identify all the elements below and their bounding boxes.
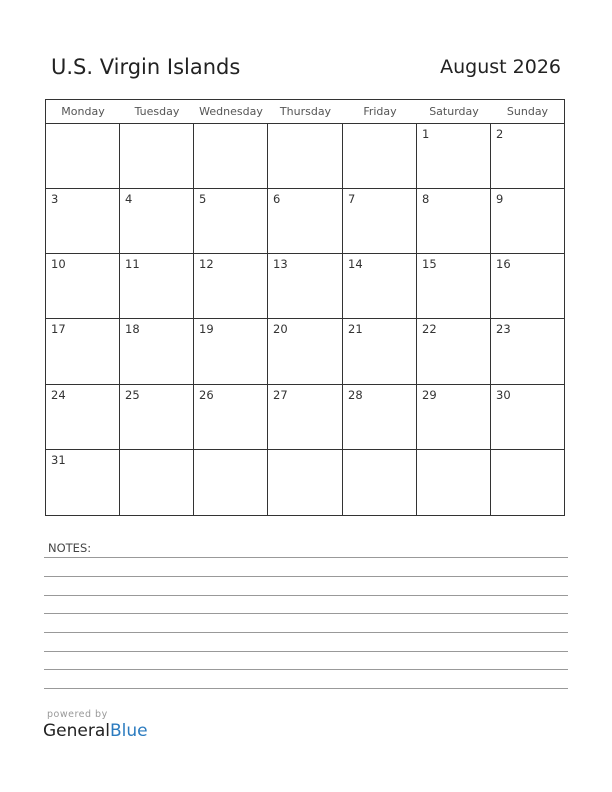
weekday-header: Thursday (279, 105, 332, 118)
day-cell (46, 124, 120, 189)
brand-blue: Blue (110, 721, 148, 741)
day-cell (491, 450, 564, 515)
day-cell (343, 124, 417, 189)
weekday-header-row (46, 100, 564, 124)
day-number: 7 (348, 192, 356, 206)
day-number: 27 (273, 388, 288, 402)
day-cell (120, 124, 194, 189)
day-cell (194, 319, 268, 385)
day-number: 11 (125, 257, 140, 271)
notes-line (44, 557, 568, 558)
day-cell (46, 450, 120, 515)
day-cell (120, 189, 194, 254)
day-number: 17 (51, 322, 66, 336)
day-number: 5 (199, 192, 207, 206)
day-cell (417, 124, 491, 189)
day-cell (491, 189, 564, 254)
weekday-header: Tuesday (134, 105, 180, 118)
day-number: 10 (51, 257, 66, 271)
day-number: 3 (51, 192, 59, 206)
day-number: 25 (125, 388, 140, 402)
month-year-title: August 2026 (440, 56, 561, 78)
day-cell (343, 385, 417, 450)
generalblue-logo (43, 721, 148, 741)
day-number: 4 (125, 192, 133, 206)
day-cell (194, 124, 268, 189)
notes-line (44, 613, 568, 614)
day-cell (268, 450, 343, 515)
day-number: 9 (496, 192, 504, 206)
day-number: 18 (125, 322, 140, 336)
day-cell (268, 189, 343, 254)
day-cell (120, 450, 194, 515)
day-cell (343, 189, 417, 254)
weekday-header: Monday (61, 105, 105, 118)
day-number: 21 (348, 322, 363, 336)
day-cell (194, 254, 268, 319)
weekday-header: Friday (363, 105, 397, 118)
day-cell (46, 189, 120, 254)
day-cell (268, 254, 343, 319)
day-cell (491, 385, 564, 450)
day-cell (343, 319, 417, 385)
day-cell (194, 450, 268, 515)
day-number: 31 (51, 453, 66, 467)
day-number: 8 (422, 192, 430, 206)
weekday-header: Sunday (506, 105, 549, 118)
day-cell (46, 319, 120, 385)
day-cell (491, 319, 564, 385)
notes-line (44, 632, 568, 633)
day-cell (46, 254, 120, 319)
day-cell (417, 450, 491, 515)
weekday-header: Wednesday (199, 105, 263, 118)
day-number: 6 (273, 192, 281, 206)
day-cell (194, 385, 268, 450)
day-number: 1 (422, 127, 430, 141)
day-number: 28 (348, 388, 363, 402)
day-number: 16 (496, 257, 511, 271)
day-number: 29 (422, 388, 437, 402)
day-cell (268, 124, 343, 189)
notes-line (44, 595, 568, 596)
day-cell (120, 254, 194, 319)
powered-by-text: powered by (47, 709, 108, 720)
day-number: 14 (348, 257, 363, 271)
day-number: 26 (199, 388, 214, 402)
calendar-grid (45, 99, 565, 516)
day-cell (417, 319, 491, 385)
brand-general: General (43, 721, 110, 741)
day-number: 22 (422, 322, 437, 336)
day-number: 15 (422, 257, 437, 271)
day-number: 20 (273, 322, 288, 336)
day-cell (268, 319, 343, 385)
day-number: 13 (273, 257, 288, 271)
notes-line (44, 688, 568, 689)
day-cell (491, 124, 564, 189)
day-cell (491, 254, 564, 319)
day-cell (268, 385, 343, 450)
day-cell (417, 254, 491, 319)
region-title: U.S. Virgin Islands (51, 55, 241, 79)
day-cell (417, 189, 491, 254)
day-number: 19 (199, 322, 214, 336)
day-number: 23 (496, 322, 511, 336)
notes-line (44, 669, 568, 670)
day-number: 2 (496, 127, 504, 141)
day-cell (120, 319, 194, 385)
day-cell (343, 450, 417, 515)
day-cell (194, 189, 268, 254)
day-cell (417, 385, 491, 450)
day-number: 30 (496, 388, 511, 402)
notes-line (44, 651, 568, 652)
day-number: 24 (51, 388, 66, 402)
day-number: 12 (199, 257, 214, 271)
notes-label: NOTES: (48, 541, 92, 555)
notes-line (44, 576, 568, 577)
weekday-header: Saturday (429, 105, 479, 118)
day-cell (46, 385, 120, 450)
day-cell (343, 254, 417, 319)
day-cell (120, 385, 194, 450)
